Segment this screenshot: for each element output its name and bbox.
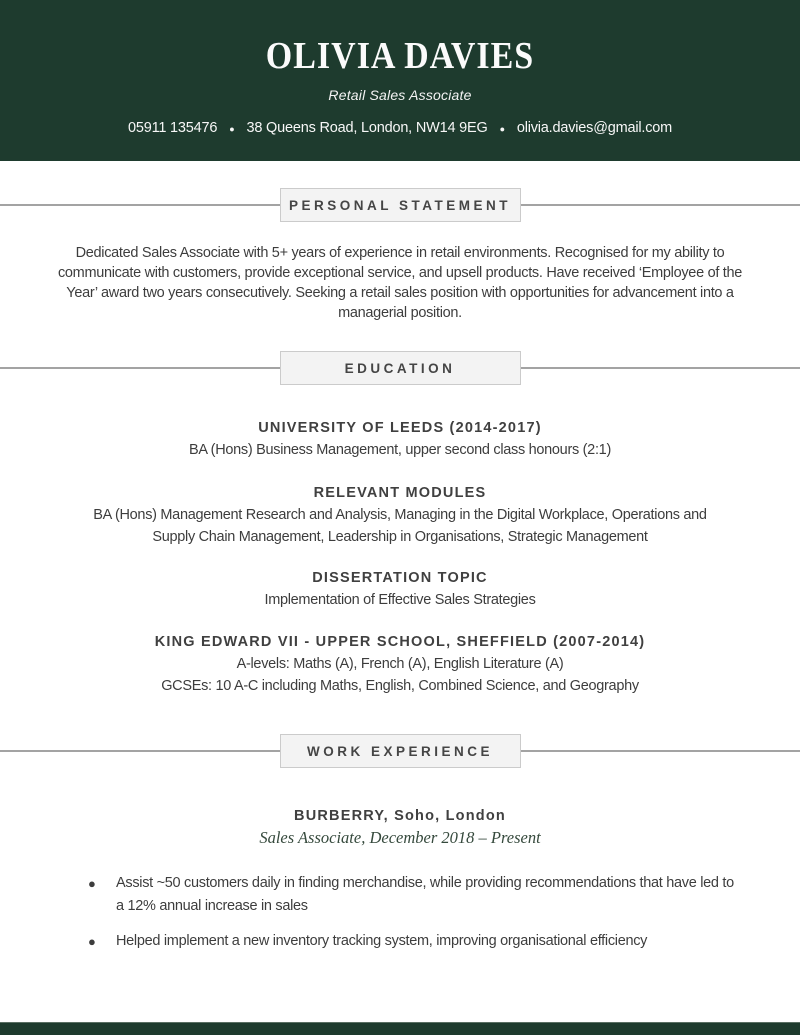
contact-line <box>128 120 672 136</box>
section-title-box <box>280 188 521 222</box>
contact-address: 38 Queens Road, London, NW14 9EG <box>246 120 488 136</box>
work-bullet-list <box>88 872 736 953</box>
list-item <box>88 872 736 918</box>
candidate-name: OLIVIA DAVIES <box>265 35 535 78</box>
bullet-icon: ● <box>88 934 96 949</box>
footer-bar <box>0 1022 800 1035</box>
section-title-personal-statement: PERSONAL STATEMENT <box>288 197 511 213</box>
education-entry-heading: KING EDWARD VII - UPPER SCHOOL, SHEFFIELD (2007-2014) <box>154 634 646 650</box>
work-bullet-text: Assist ~50 customers daily in finding merchandise, while providing recommendations that have led to a 12% annual increase in sales <box>116 875 734 914</box>
section-title-work-experience: WORK EXPERIENCE <box>306 743 494 759</box>
education-entry-relevant-modules <box>0 482 800 548</box>
bullet-separator-icon: ● <box>499 123 505 134</box>
education-entry-heading: UNIVERSITY OF LEEDS (2014-2017) <box>258 420 542 436</box>
work-employer: BURBERRY, Soho, London <box>294 808 506 824</box>
education-entry-line: GCSEs: 10 A-C including Maths, English, Combined Science, and Geography <box>161 678 639 694</box>
work-bullet-text: Helped implement a new inventory tracking system, improving organisational efficiency <box>116 933 648 949</box>
education-entry-line: BA (Hons) Management Research and Analysis, Managing in the Digital Workplace, Operations and Supply Chain Management, Leadership in Organisations, Strategic Management <box>93 507 707 545</box>
section-header-work-experience <box>0 734 800 768</box>
education-entry-line: Implementation of Effective Sales Strategies <box>264 592 536 608</box>
section-header-education <box>0 351 800 385</box>
contact-email: olivia.davies@gmail.com <box>516 120 673 136</box>
education-entry-line: A-levels: Maths (A), French (A), English Literature (A) <box>236 656 564 672</box>
bullet-separator-icon: ● <box>229 123 235 134</box>
education-entry-university <box>0 417 800 461</box>
education-entry-heading: RELEVANT MODULES <box>313 485 487 501</box>
personal-statement-text: Dedicated Sales Associate with 5+ years of experience in retail environments. Recognised for my ability to communicate with customers, provide exceptional service, and upsell products. Have received ‘Employee of the Year’ award two years consecutively. Seeking a retail sales position with opportunities for advancement into a managerial position. <box>57 245 743 321</box>
section-title-education: EDUCATION <box>344 360 456 376</box>
education-entry-line: BA (Hons) Business Management, upper second class honours (2:1) <box>189 442 611 458</box>
education-entry-heading: DISSERTATION TOPIC <box>312 570 488 586</box>
section-header-personal-statement <box>0 188 800 222</box>
section-title-box <box>280 734 521 768</box>
candidate-job-title: Retail Sales Associate <box>328 87 472 103</box>
header-band <box>0 0 800 161</box>
list-item <box>88 930 736 953</box>
contact-phone: 05911 135476 <box>127 120 218 136</box>
bullet-icon: ● <box>88 876 96 891</box>
section-title-box <box>280 351 521 385</box>
education-entry-school <box>0 631 800 697</box>
work-role-dates: Sales Associate, December 2018 – Present <box>259 828 541 847</box>
education-entry-dissertation <box>0 567 800 611</box>
